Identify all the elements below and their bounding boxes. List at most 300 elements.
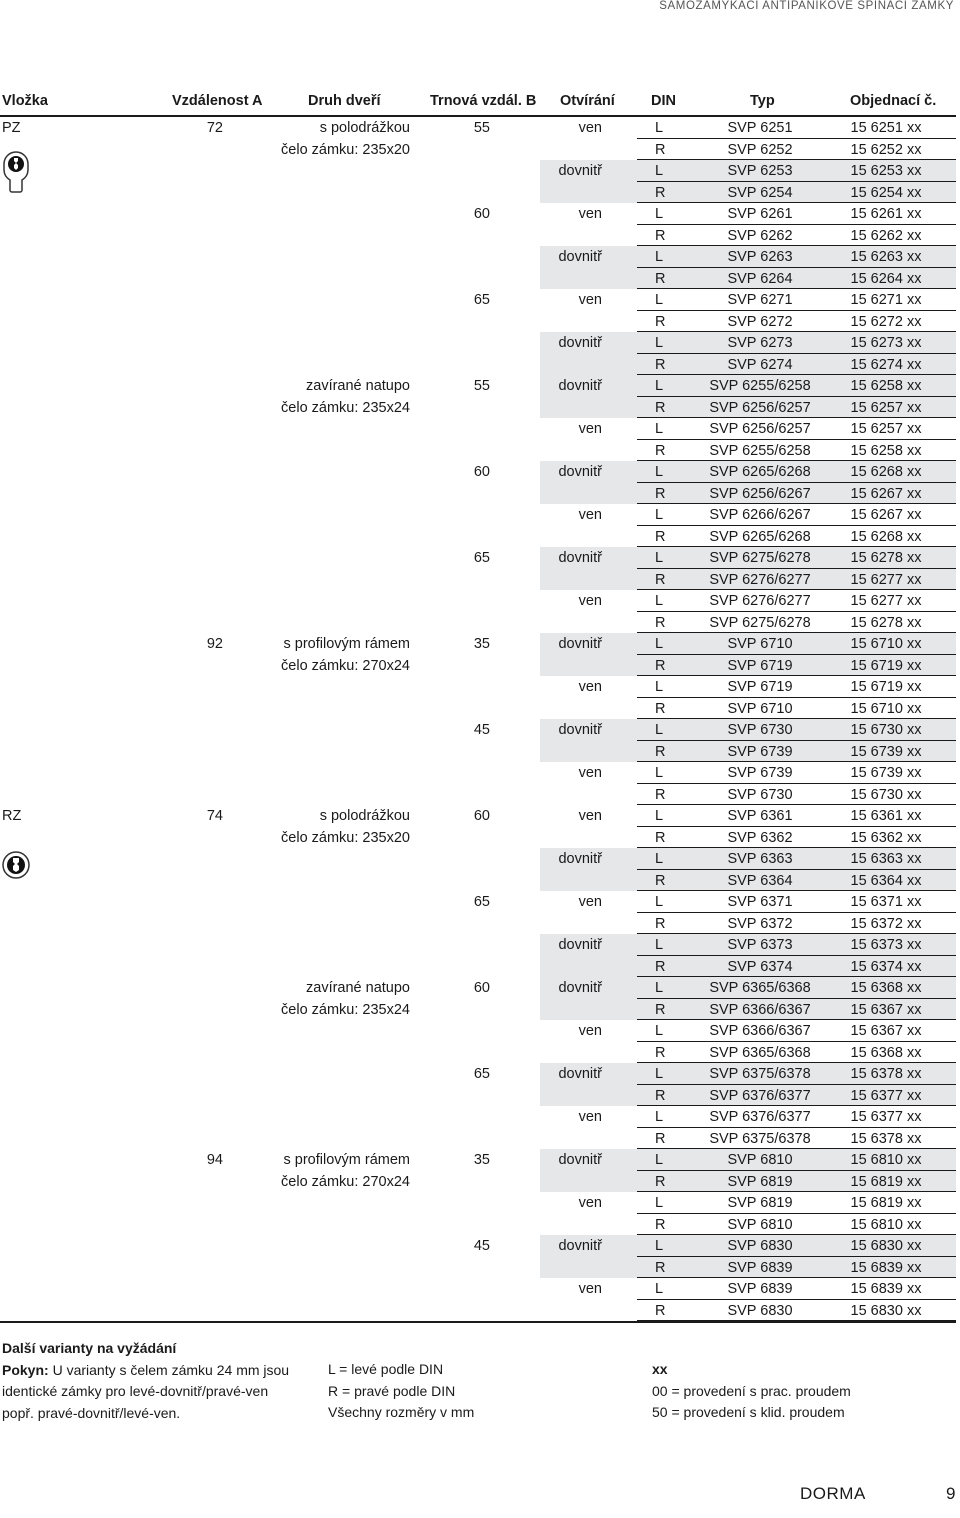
legend-right: R = pravé podle DIN	[328, 1382, 456, 1399]
cell-typ: SVP 6255/6258	[709, 442, 811, 459]
cell-din: L	[655, 765, 664, 781]
cell-objednaci: 15 6262 xx	[850, 227, 922, 244]
cell-trn: 35	[473, 636, 490, 652]
cell-otvirani: ven	[578, 1109, 602, 1125]
table-row	[0, 1063, 960, 1085]
cell-objednaci: 15 6264 xx	[850, 270, 922, 287]
cell-din: L	[655, 593, 664, 609]
cell-typ: SVP 6256/6257	[709, 399, 811, 416]
table-row	[0, 977, 960, 999]
table-row	[0, 160, 960, 182]
cell-din: R	[655, 657, 666, 674]
cell-objednaci: 15 6372 xx	[850, 915, 922, 932]
cell-objednaci: 15 6252 xx	[850, 141, 922, 158]
cell-objednaci: 15 6377 xx	[850, 1087, 922, 1104]
cell-din: L	[655, 636, 664, 652]
cell-otvirani: dovnitř	[558, 636, 602, 652]
cell-objednaci: 15 6263 xx	[850, 249, 922, 265]
cell-objednaci: 15 6254 xx	[850, 184, 922, 201]
table-row	[0, 913, 960, 935]
cell-typ: SVP 6371	[727, 894, 793, 910]
cell-otvirani: ven	[578, 679, 602, 695]
table-row	[0, 1192, 960, 1214]
table-row	[0, 397, 960, 419]
cell-objednaci: 15 6261 xx	[850, 206, 922, 222]
cell-typ: SVP 6373	[727, 937, 793, 953]
cell-otvirani: ven	[578, 1023, 602, 1039]
cell-din: R	[655, 1259, 666, 1276]
table-row	[0, 1171, 960, 1193]
cell-vzdalenost: 72	[206, 120, 223, 136]
cell-typ: SVP 6830	[727, 1302, 793, 1319]
cell-otvirani: ven	[578, 507, 602, 523]
cell-din: L	[655, 1066, 664, 1082]
cell-typ: SVP 6366/6367	[709, 1001, 811, 1018]
cell-druh: s profilovým rámem	[283, 1152, 410, 1168]
cell-din: R	[655, 700, 666, 717]
cell-typ: SVP 6374	[727, 958, 793, 975]
round-cylinder-icon	[2, 848, 30, 882]
cell-din: R	[655, 786, 666, 803]
cell-objednaci: 15 6819 xx	[850, 1173, 922, 1190]
cell-objednaci: 15 6830 xx	[850, 1238, 922, 1254]
cell-objednaci: 15 6378 xx	[850, 1130, 922, 1147]
cell-din: R	[655, 1130, 666, 1147]
cell-din: R	[655, 743, 666, 760]
cell-vzdalenost: 94	[206, 1152, 223, 1168]
cell-typ: SVP 6265/6268	[709, 464, 811, 480]
cell-din: L	[655, 464, 664, 480]
xx-option-00: 00 = provedení s prac. proudem	[652, 1382, 851, 1399]
cell-objednaci: 15 6253 xx	[850, 163, 922, 179]
cell-objednaci: 15 6374 xx	[850, 958, 922, 975]
col-trn: Trnová vzdál. B	[430, 93, 537, 109]
cell-din: R	[655, 1087, 666, 1104]
cell-typ: SVP 6266/6267	[709, 507, 811, 523]
table-row	[0, 784, 960, 806]
cell-otvirani: ven	[578, 1281, 602, 1297]
cell-otvirani: ven	[578, 593, 602, 609]
table-row	[0, 526, 960, 548]
cell-typ: SVP 6272	[727, 313, 793, 330]
cell-din: R	[655, 872, 666, 889]
cell-typ: SVP 6275/6278	[709, 614, 811, 631]
cell-trn: 60	[473, 464, 490, 480]
cell-objednaci: 15 6278 xx	[850, 614, 922, 631]
col-otvirani: Otvírání	[560, 93, 615, 109]
cell-trn: 60	[473, 206, 490, 222]
cell-otvirani: dovnitř	[558, 335, 602, 351]
table-header	[0, 91, 956, 117]
cell-objednaci: 15 6258 xx	[850, 442, 922, 459]
cell-objednaci: 15 6719 xx	[850, 679, 922, 695]
cell-vlozka: PZ	[2, 120, 21, 136]
table-row	[0, 504, 960, 526]
table-row	[0, 590, 960, 612]
page-footer	[760, 1484, 960, 1508]
cell-typ: SVP 6261	[727, 206, 793, 222]
table-row	[0, 1278, 960, 1300]
table-row	[0, 827, 960, 849]
cell-din: L	[655, 206, 664, 222]
cell-objednaci: 15 6710 xx	[850, 636, 922, 652]
cell-objednaci: 15 6274 xx	[850, 356, 922, 373]
cell-typ: SVP 6256/6267	[709, 485, 811, 502]
cell-druh: čelo zámku: 270x24	[281, 1173, 410, 1190]
cell-typ: SVP 6376/6377	[709, 1087, 811, 1104]
note-label: Pokyn:	[2, 1361, 49, 1378]
cell-vzdalenost: 74	[206, 808, 223, 824]
cell-objednaci: 15 6371 xx	[850, 894, 922, 910]
cell-objednaci: 15 6810 xx	[850, 1216, 922, 1233]
col-din: DIN	[651, 93, 676, 109]
cell-typ: SVP 6375/6378	[709, 1130, 811, 1147]
cell-objednaci: 15 6373 xx	[850, 937, 922, 953]
cell-typ: SVP 6274	[727, 356, 793, 373]
cell-objednaci: 15 6739 xx	[850, 743, 922, 760]
cell-trn: 45	[473, 722, 490, 738]
cell-typ: SVP 6365/6368	[709, 980, 811, 996]
cell-otvirani: dovnitř	[558, 722, 602, 738]
table-row	[0, 633, 960, 655]
cell-typ: SVP 6361	[727, 808, 793, 824]
cell-objednaci: 15 6378 xx	[850, 1066, 922, 1082]
note-text-3: popř. pravé-dovnitř/levé-ven.	[2, 1404, 181, 1421]
cell-typ: SVP 6255/6258	[709, 378, 811, 394]
cell-objednaci: 15 6810 xx	[850, 1152, 922, 1168]
table-row	[0, 547, 960, 569]
table-row	[0, 741, 960, 763]
table-row	[0, 203, 960, 225]
cell-din: L	[655, 507, 664, 523]
cell-din: L	[655, 249, 664, 265]
cell-objednaci: 15 6277 xx	[850, 571, 922, 588]
cell-typ: SVP 6710	[727, 636, 793, 652]
cell-objednaci: 15 6839 xx	[850, 1259, 922, 1276]
cell-objednaci: 15 6271 xx	[850, 292, 922, 308]
table-row	[0, 569, 960, 591]
cell-otvirani: dovnitř	[558, 163, 602, 179]
cell-druh: čelo zámku: 235x24	[281, 1001, 410, 1018]
cell-din: R	[655, 1173, 666, 1190]
cell-otvirani: ven	[578, 894, 602, 910]
cell-druh: zavírané natupo	[306, 980, 410, 996]
cell-otvirani: ven	[578, 1195, 602, 1211]
legend-units: Všechny rozměry v mm	[328, 1404, 475, 1420]
table-row	[0, 246, 960, 268]
cell-typ: SVP 6376/6377	[709, 1109, 811, 1125]
cell-typ: SVP 6273	[727, 335, 793, 351]
cell-objednaci: 15 6257 xx	[850, 421, 922, 437]
cell-typ: SVP 6739	[727, 743, 793, 760]
cell-objednaci: 15 6730 xx	[850, 786, 922, 803]
table-row	[0, 1214, 960, 1236]
table-row	[0, 956, 960, 978]
cell-din: R	[655, 399, 666, 416]
cell-trn: 55	[473, 120, 490, 136]
cell-din: L	[655, 851, 664, 867]
footer-notes	[2, 1338, 312, 1424]
cell-otvirani: dovnitř	[558, 378, 602, 394]
cell-din: L	[655, 421, 664, 437]
cell-din: L	[655, 937, 664, 953]
cell-typ: SVP 6262	[727, 227, 793, 244]
cell-din: R	[655, 528, 666, 545]
table-row	[0, 332, 960, 354]
cell-din: L	[655, 1023, 664, 1039]
cell-trn: 60	[473, 980, 490, 996]
table-row	[0, 1257, 960, 1279]
page-header: SAMOZAMYKACÍ ANTIPANIKOVÉ SPÍNACÍ ZÁMKY	[659, 0, 954, 12]
cell-typ: SVP 6251	[727, 120, 793, 136]
legend-left: L = levé podle DIN	[328, 1361, 444, 1377]
cell-otvirani: dovnitř	[558, 1152, 602, 1168]
cell-din: R	[655, 313, 666, 330]
cell-objednaci: 15 6839 xx	[850, 1281, 922, 1297]
table-row	[0, 418, 960, 440]
cell-trn: 45	[473, 1238, 490, 1254]
table-row	[0, 1042, 960, 1064]
cell-objednaci: 15 6272 xx	[850, 313, 922, 330]
table-row	[0, 1300, 960, 1322]
cell-objednaci: 15 6368 xx	[850, 1044, 922, 1061]
cell-din: L	[655, 378, 664, 394]
cell-typ: SVP 6256/6257	[709, 421, 811, 437]
cell-typ: SVP 6252	[727, 141, 793, 158]
cell-druh: s polodrážkou	[319, 808, 410, 824]
cell-typ: SVP 6719	[727, 679, 793, 695]
table-row	[0, 891, 960, 913]
xx-option-50: 50 = provedení s klid. proudem	[652, 1404, 845, 1420]
cell-trn: 60	[473, 808, 490, 824]
cell-druh: s polodrážkou	[319, 120, 410, 136]
cell-otvirani: ven	[578, 292, 602, 308]
cell-din: R	[655, 356, 666, 373]
table-row	[0, 698, 960, 720]
cell-objednaci: 15 6367 xx	[850, 1001, 922, 1018]
cell-objednaci: 15 6277 xx	[850, 593, 922, 609]
cell-din: R	[655, 958, 666, 975]
cell-objednaci: 15 6268 xx	[850, 528, 922, 545]
cell-din: R	[655, 184, 666, 201]
cell-typ: SVP 6730	[727, 786, 793, 803]
cell-otvirani: ven	[578, 206, 602, 222]
table-row	[0, 848, 960, 870]
cell-din: R	[655, 1302, 666, 1319]
cell-objednaci: 15 6362 xx	[850, 829, 922, 846]
cell-typ: SVP 6710	[727, 700, 793, 717]
cell-objednaci: 15 6377 xx	[850, 1109, 922, 1125]
cell-druh: čelo zámku: 235x24	[281, 399, 410, 416]
cell-din: L	[655, 550, 664, 566]
col-typ: Typ	[750, 93, 775, 109]
cell-trn: 55	[473, 378, 490, 394]
cell-din: L	[655, 163, 664, 179]
cell-druh: čelo zámku: 235x20	[281, 141, 410, 158]
cell-otvirani: dovnitř	[558, 1238, 602, 1254]
table-row	[0, 461, 960, 483]
cell-typ: SVP 6263	[727, 249, 793, 265]
cell-otvirani: ven	[578, 120, 602, 136]
cell-din: R	[655, 1216, 666, 1233]
cell-trn: 65	[473, 292, 490, 308]
col-druh: Druh dveří	[308, 93, 381, 109]
table-row	[0, 375, 960, 397]
table-row	[0, 655, 960, 677]
cell-objednaci: 15 6258 xx	[850, 378, 922, 394]
cell-typ: SVP 6719	[727, 657, 793, 674]
table-row	[0, 440, 960, 462]
cell-vzdalenost: 92	[206, 636, 223, 652]
table-row	[0, 225, 960, 247]
cell-din: R	[655, 614, 666, 631]
cell-typ: SVP 6363	[727, 851, 793, 867]
cell-din: L	[655, 894, 664, 910]
cell-trn: 65	[473, 894, 490, 910]
cell-objednaci: 15 6710 xx	[850, 700, 922, 717]
cell-objednaci: 15 6267 xx	[850, 485, 922, 502]
footer-xx	[652, 1359, 952, 1424]
table-row	[0, 870, 960, 892]
cell-din: R	[655, 141, 666, 158]
cell-typ: SVP 6276/6277	[709, 571, 811, 588]
cell-typ: SVP 6362	[727, 829, 793, 846]
table-row	[0, 1149, 960, 1171]
col-vzdalenost: Vzdálenost A	[172, 93, 263, 109]
cell-objednaci: 15 6830 xx	[850, 1302, 922, 1319]
cell-otvirani: dovnitř	[558, 1066, 602, 1082]
table-row	[0, 1106, 960, 1128]
dorma-logo: DORMA	[800, 1484, 866, 1503]
table-row	[0, 1020, 960, 1042]
cell-objednaci: 15 6268 xx	[850, 464, 922, 480]
cell-vlozka: RZ	[2, 808, 22, 824]
table-row	[0, 289, 960, 311]
cell-objednaci: 15 6367 xx	[850, 1023, 922, 1039]
col-vlozka: Vložka	[2, 93, 48, 109]
cell-otvirani: dovnitř	[558, 980, 602, 996]
table-row	[0, 117, 960, 139]
table-row	[0, 762, 960, 784]
cell-objednaci: 15 6273 xx	[850, 335, 922, 351]
cell-objednaci: 15 6257 xx	[850, 399, 922, 416]
cell-objednaci: 15 6730 xx	[850, 722, 922, 738]
cell-typ: SVP 6365/6368	[709, 1044, 811, 1061]
cell-typ: SVP 6810	[727, 1152, 793, 1168]
cell-din: L	[655, 722, 664, 738]
profile-cylinder-icon	[2, 150, 30, 194]
cell-typ: SVP 6839	[727, 1259, 793, 1276]
cell-objednaci: 15 6363 xx	[850, 851, 922, 867]
cell-otvirani: ven	[578, 808, 602, 824]
table-row	[0, 719, 960, 741]
cell-din: L	[655, 808, 664, 824]
cell-trn: 65	[473, 550, 490, 566]
cell-typ: SVP 6819	[727, 1173, 793, 1190]
table-row	[0, 1235, 960, 1257]
cell-typ: SVP 6839	[727, 1281, 793, 1297]
cell-typ: SVP 6810	[727, 1216, 793, 1233]
cell-din: R	[655, 442, 666, 459]
cell-druh: s profilovým rámem	[283, 636, 410, 652]
table-row	[0, 934, 960, 956]
table-bottom-rule	[0, 1321, 956, 1323]
cell-druh: zavírané natupo	[306, 378, 410, 394]
cell-din: R	[655, 571, 666, 588]
footer-legend	[328, 1359, 628, 1424]
cell-objednaci: 15 6364 xx	[850, 872, 922, 889]
cell-trn: 35	[473, 1152, 490, 1168]
cell-din: L	[655, 120, 664, 136]
cell-otvirani: ven	[578, 421, 602, 437]
cell-objednaci: 15 6819 xx	[850, 1195, 922, 1211]
cell-typ: SVP 6271	[727, 292, 793, 308]
cell-typ: SVP 6253	[727, 163, 793, 179]
cell-otvirani: dovnitř	[558, 464, 602, 480]
cell-objednaci: 15 6251 xx	[850, 120, 922, 136]
cell-objednaci: 15 6361 xx	[850, 808, 922, 824]
cell-din: L	[655, 980, 664, 996]
cell-din: L	[655, 1238, 664, 1254]
table-row	[0, 612, 960, 634]
page-number: 9	[946, 1484, 956, 1503]
cell-din: R	[655, 485, 666, 502]
cell-din: L	[655, 679, 664, 695]
table-row	[0, 139, 960, 161]
cell-typ: SVP 6265/6268	[709, 528, 811, 545]
cell-typ: SVP 6366/6367	[709, 1023, 811, 1039]
cell-typ: SVP 6830	[727, 1238, 793, 1254]
cell-din: L	[655, 1195, 664, 1211]
cell-trn: 65	[473, 1066, 490, 1082]
cell-din: R	[655, 227, 666, 244]
xx-title: xx	[652, 1361, 668, 1377]
cell-druh: čelo zámku: 235x20	[281, 829, 410, 846]
cell-otvirani: dovnitř	[558, 937, 602, 953]
cell-objednaci: 15 6368 xx	[850, 980, 922, 996]
cell-din: L	[655, 1152, 664, 1168]
cell-typ: SVP 6375/6378	[709, 1066, 811, 1082]
cell-typ: SVP 6819	[727, 1195, 793, 1211]
table-row	[0, 676, 960, 698]
cell-otvirani: dovnitř	[558, 249, 602, 265]
cell-otvirani: dovnitř	[558, 851, 602, 867]
cell-typ: SVP 6364	[727, 872, 793, 889]
cell-din: L	[655, 292, 664, 308]
table-row	[0, 805, 960, 827]
cell-din: L	[655, 1281, 664, 1297]
cell-typ: SVP 6730	[727, 722, 793, 738]
cell-objednaci: 15 6278 xx	[850, 550, 922, 566]
cell-otvirani: dovnitř	[558, 550, 602, 566]
table-row	[0, 268, 960, 290]
cell-objednaci: 15 6739 xx	[850, 765, 922, 781]
cell-din: R	[655, 1044, 666, 1061]
table-row	[0, 999, 960, 1021]
note-text-1: U varianty s čelem zámku 24 mm jsou	[48, 1361, 290, 1378]
cell-objednaci: 15 6267 xx	[850, 507, 922, 523]
cell-din: R	[655, 915, 666, 932]
cell-druh: čelo zámku: 270x24	[281, 657, 410, 674]
cell-typ: SVP 6276/6277	[709, 593, 811, 609]
cell-objednaci: 15 6719 xx	[850, 657, 922, 674]
cell-din: L	[655, 1109, 664, 1125]
further-variants: Další varianty na vyžádání	[2, 1340, 177, 1356]
table-row	[0, 1085, 960, 1107]
table-row	[0, 311, 960, 333]
cell-typ: SVP 6372	[727, 915, 793, 932]
note-text-2: identické zámky pro levé-dovnitř/pravé-ven	[2, 1383, 269, 1399]
